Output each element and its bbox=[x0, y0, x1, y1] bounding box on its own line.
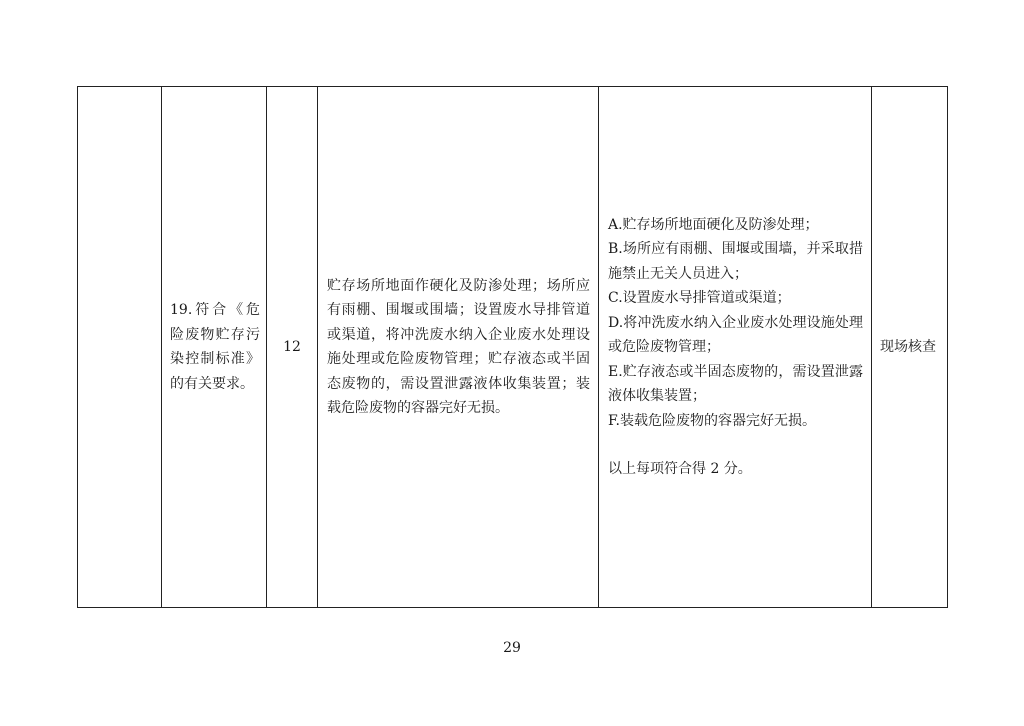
criteria-block bbox=[608, 213, 863, 482]
criteria-item: C.设置废水导排管道或渠道； bbox=[608, 290, 791, 306]
evaluation-table bbox=[77, 86, 948, 608]
item-cell bbox=[162, 87, 267, 607]
category-cell bbox=[78, 87, 162, 607]
method-cell bbox=[872, 87, 947, 607]
score-cell bbox=[267, 87, 318, 607]
criteria-item: E.贮存液态或半固态废物的，需设置泄露液体收集装置； bbox=[608, 363, 863, 404]
criteria-item: B.场所应有雨棚、围堰或围墙，并采取措施禁止无关人员进入； bbox=[608, 241, 863, 282]
requirement-cell bbox=[318, 87, 599, 607]
criteria-spacer bbox=[608, 433, 863, 457]
criteria-note: 以上每项符合得 2 分。 bbox=[608, 461, 752, 477]
criteria-cell bbox=[599, 87, 872, 607]
method-text: 现场核查 bbox=[880, 338, 936, 355]
criteria-item: F.装载危险废物的容器完好无损。 bbox=[608, 412, 816, 429]
score-value: 12 bbox=[283, 338, 301, 355]
criteria-item: A.贮存场所地面硬化及防渗处理； bbox=[608, 216, 819, 233]
page-number: 29 bbox=[503, 640, 521, 656]
requirement-text: 贮存场所地面作硬化及防渗处理；场所应有雨棚、围堰或围墙；设置废水导排管道或渠道，将冲洗废水纳入企业废水处理设施处理或危险废物管理；贮存液态或半固态废物的，需设置泄露液体收集装置；装载危险废物的容器完好无损。 bbox=[327, 277, 590, 416]
item-text: 19.符合《危险废物贮存污染控制标准》的有关要求。 bbox=[170, 302, 260, 392]
criteria-item: D.将冲洗废水纳入企业废水处理设施处理或危险废物管理； bbox=[608, 314, 863, 355]
